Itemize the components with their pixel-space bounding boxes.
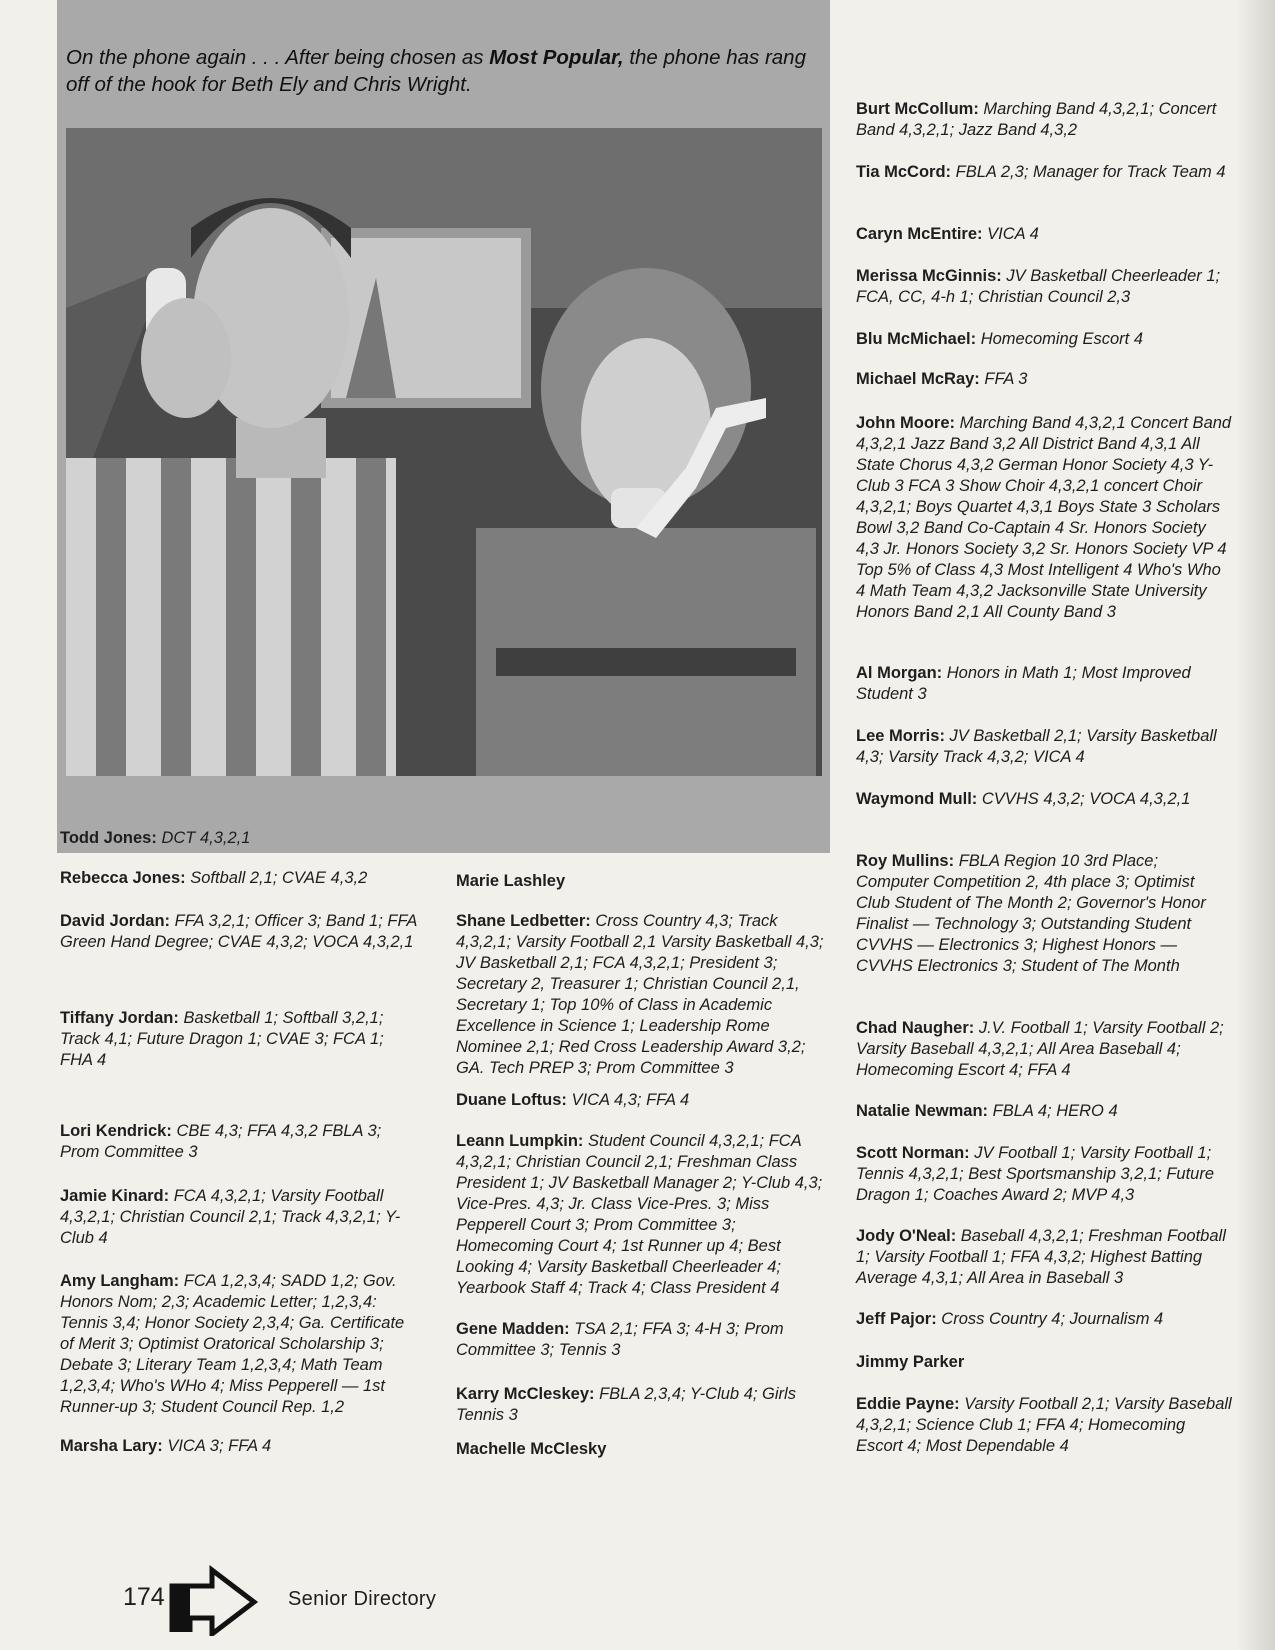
entry-david-jordan [60, 911, 420, 953]
entry-natalie-newman [856, 1101, 1232, 1122]
entry-detail: J.V. Football 1; Varsity Football 2; Varsity Baseball 4,3,2,1; All Area Baseball 4; Homecoming Escort 4; FFA 4 [856, 1019, 1224, 1079]
entry-jamie-kinard [60, 1186, 420, 1249]
entry-detail: TSA 2,1; FFA 3; 4-H 3; Prom Committee 3; Tennis 3 [456, 1320, 784, 1359]
entry-detail: Basketball 1; Softball 3,2,1; Track 4,1; Future Dragon 1; CVAE 3; FCA 1; FHA 4 [60, 1009, 384, 1069]
entry-gene-madden [456, 1319, 834, 1361]
entry-detail: JV Basketball 2,1; Varsity Basketball 4,3; Varsity Track 4,3,2; VICA 4 [856, 727, 1217, 766]
arrow-icon [168, 1564, 260, 1641]
entry-detail: FFA 3 [984, 370, 1028, 388]
entry-detail: Honors in Math 1; Most Improved Student 3 [856, 664, 1191, 703]
entry-amy-langham [60, 1271, 420, 1418]
entry-detail: FCA 4,3,2,1; Varsity Football 4,3,2,1; Christian Council 2,1; Track 4,3,2,1; Y-Club 4 [60, 1187, 401, 1247]
entry-blu-mcmichael [856, 329, 1232, 350]
entry-detail: FBLA 2,3; Manager for Track Team 4 [955, 163, 1226, 181]
entry-name: Waymond Mull: [856, 790, 978, 808]
entry-name: Burt McCollum: [856, 100, 979, 118]
entry-detail: VICA 4,3; FFA 4 [571, 1091, 690, 1109]
entry-lori-kendrick [60, 1121, 420, 1163]
entry-john-moore [856, 413, 1232, 623]
entry-name: Tiffany Jordan: [60, 1009, 179, 1027]
entry-jody-oneal [856, 1226, 1232, 1289]
photo-caption [66, 44, 806, 98]
entry-name: Rebecca Jones: [60, 869, 186, 887]
entry-name: Roy Mullins: [856, 852, 955, 870]
entry-name: Shane Ledbetter: [456, 912, 591, 930]
entry-detail: Baseball 4,3,2,1; Freshman Football 1; Varsity Football 1; FFA 4,3,2; Highest Batting Average 4,3,1; All Area in Baseball 3 [856, 1227, 1226, 1287]
entry-name: Duane Loftus: [456, 1091, 567, 1109]
entry-detail: Softball 2,1; CVAE 4,3,2 [190, 869, 368, 887]
entry-duane-loftus [456, 1090, 834, 1111]
entry-name: Amy Langham: [60, 1272, 180, 1290]
entry-chad-naugher [856, 1018, 1232, 1081]
entry-name: Al Morgan: [856, 664, 943, 682]
entry-machelle-mcclesky [456, 1439, 834, 1460]
entry-burt-mccollum [856, 99, 1232, 141]
entry-name: Karry McCleskey: [456, 1385, 595, 1403]
caption-rest: the phone has rang off of the hook for Beth Ely and Chris Wright. [66, 46, 806, 96]
entry-detail: FBLA 4; HERO 4 [992, 1102, 1118, 1120]
entry-detail: FBLA 2,3,4; Y-Club 4; Girls Tennis 3 [456, 1385, 796, 1424]
entry-name: Scott Norman: [856, 1144, 970, 1162]
entry-name: Eddie Payne: [856, 1395, 960, 1413]
entry-detail: Marching Band 4,3,2,1 Concert Band 4,3,2,1 Jazz Band 3,2 All District Band 4,3,1 All State Chorus 4,3,2 German Honor Society 4,3 Y-Club 3 FCA 3 Show Choir 4,3,2,1 concert Choir 4,3,2,1; Boys Quartet 4,3,1 Boys State 3 Scholars Bowl 3,2 Band Co-Captain 4 Sr. Honors Society 4,3 Jr. Honors Society 3,2 Sr. Honors Society VP 4 Top 5% of Class 4,3 Most Intelligent 4 Who's Who 4 Math Team 4,3,2 Jacksonville State University Honors Band 2,1 All County Band 3 [856, 414, 1232, 621]
entry-name: Merissa McGinnis: [856, 267, 1002, 285]
caption-bold: Most Popular, [489, 46, 624, 69]
entry-detail: FCA 1,2,3,4; SADD 1,2; Gov. Honors Nom; 2,3; Academic Letter; 1,2,3,4: Tennis 3,4; Honor Society 2,3,4; Ga. Certificate of Merit 3; Optimist Oratorical Scholarship 3; Debate 3; Literary Team 1,2,3,4; Math Team 1,2,3,4; Who's WHo 4; Miss Pepperell — 1st Runner-up 3; Student Council Rep. 1,2 [60, 1272, 405, 1416]
entry-detail: Student Council 4,3,2,1; FCA 4,3,2,1; Christian Council 2,1; Freshman Class President 1; JV Basketball Manager 2; Y-Club 4,3; Vice-Pres. 4,3; Jr. Class Vice-Pres. 3; Miss Pepperell Court 3; Prom Committee 3; Homecoming Court 4; 1st Runner up 4; Best Looking 4; Varsity Basketball Cheerleader 4; Yearbook Staff 4; Track 4; Class President 4 [456, 1132, 823, 1297]
entry-name: Blu McMichael: [856, 330, 977, 348]
entry-detail: VICA 4 [987, 225, 1039, 243]
entry-detail: CBE 4,3; FFA 4,3,2 FBLA 3; Prom Committee 3 [60, 1122, 382, 1161]
entry-name: Lee Morris: [856, 727, 945, 745]
entry-name: Tia McCord: [856, 163, 952, 181]
entry-name: Gene Madden: [456, 1320, 570, 1338]
entry-name: Lori Kendrick: [60, 1122, 172, 1140]
entry-name: Leann Lumpkin: [456, 1132, 584, 1150]
entry-tiffany-jordan [60, 1008, 420, 1071]
entry-jimmy-parker [856, 1352, 1232, 1373]
entry-name: Natalie Newman: [856, 1102, 989, 1120]
entry-name: Jeff Pajor: [856, 1310, 937, 1328]
entry-name: Jody O'Neal: [856, 1227, 957, 1245]
entry-tia-mccord [856, 162, 1232, 183]
entry-merissa-mcginnis [856, 266, 1232, 308]
entry-shane-ledbetter [456, 911, 834, 1079]
entry-roy-mullins [856, 851, 1232, 977]
entry-name: Michael McRay: [856, 370, 980, 388]
entry-marie-lashley [456, 871, 834, 892]
entry-todd-jones [60, 828, 420, 849]
page-edge-shadow [1235, 0, 1275, 1650]
entry-detail: JV Football 1; Varsity Football 1; Tennis 4,3,2,1; Best Sportsmanship 3,2,1; Future Dragon 1; Coaches Award 2; MVP 4,3 [856, 1144, 1215, 1204]
photo-illustration [66, 128, 822, 776]
entry-name: David Jordan: [60, 912, 171, 930]
entry-detail: CVVHS 4,3,2; VOCA 4,3,2,1 [981, 790, 1191, 808]
section-label: Senior Directory [288, 1588, 437, 1610]
page-number: 174 [123, 1583, 165, 1611]
entry-detail: VICA 3; FFA 4 [167, 1437, 272, 1455]
entry-name: Marie Lashley [456, 872, 566, 890]
entry-name: Jamie Kinard: [60, 1187, 170, 1205]
entry-detail: DCT 4,3,2,1 [161, 829, 251, 847]
entry-karry-mccleskey [456, 1384, 834, 1426]
entry-michael-mcray [856, 369, 1232, 390]
entry-detail: FBLA Region 10 3rd Place; Computer Competition 2, 4th place 3; Optimist Club Student of The Month 2; Governor's Honor Finalist — Technology 3; Outstanding Student CVVHS — Electronics 3; Highest Honors — CVVHS Electronics 3; Student of The Month [856, 852, 1206, 975]
entry-name: Jimmy Parker [856, 1353, 965, 1371]
entry-rebecca-jones [60, 868, 420, 889]
entry-detail: Marching Band 4,3,2,1; Concert Band 4,3,2,1; Jazz Band 4,3,2 [856, 100, 1217, 139]
entry-name: Chad Naugher: [856, 1019, 975, 1037]
entry-eddie-payne [856, 1394, 1232, 1457]
entry-marsha-lary [60, 1436, 420, 1457]
entry-detail: FFA 3,2,1; Officer 3; Band 1; FFA Green Hand Degree; CVAE 4,3,2; VOCA 4,3,2,1 [60, 912, 417, 951]
entry-waymond-mull [856, 789, 1232, 810]
entry-name: Marsha Lary: [60, 1437, 163, 1455]
entry-detail: Cross Country 4; Journalism 4 [941, 1310, 1164, 1328]
entry-name: Todd Jones: [60, 829, 157, 847]
entry-detail: Varsity Football 2,1; Varsity Baseball 4,3,2,1; Science Club 1; FFA 4; Homecoming Escort 4; Most Dependable 4 [856, 1395, 1232, 1455]
entry-leann-lumpkin [456, 1131, 834, 1299]
entry-detail: Homecoming Escort 4 [980, 330, 1144, 348]
photo [66, 128, 822, 776]
caption-lead: On the phone again . . . After being chosen as [66, 46, 484, 69]
entry-caryn-mcentire [856, 224, 1232, 245]
entry-scott-norman [856, 1143, 1232, 1206]
entry-detail: Cross Country 4,3; Track 4,3,2,1; Varsity Football 2,1 Varsity Basketball 4,3; JV Basketball 2,1; FCA 4,3,2,1; President 3; Secretary 2, Treasurer 1; Christian Council 2,1, Secretary 1; Top 10% of Class in Academic Excellence in Science 1; Leadership Rome Nominee 2,1; Red Cross Leadership Award 3,2; GA. Tech PREP 3; Prom Committee 3 [456, 912, 824, 1077]
entry-detail: JV Basketball Cheerleader 1; FCA, CC, 4-h 1; Christian Council 2,3 [856, 267, 1221, 306]
entry-name: Machelle McClesky [456, 1440, 607, 1458]
entry-jeff-pajor [856, 1309, 1232, 1330]
entry-name: Caryn McEntire: [856, 225, 983, 243]
entry-lee-morris [856, 726, 1232, 768]
entry-al-morgan [856, 663, 1232, 705]
entry-name: John Moore: [856, 414, 955, 432]
